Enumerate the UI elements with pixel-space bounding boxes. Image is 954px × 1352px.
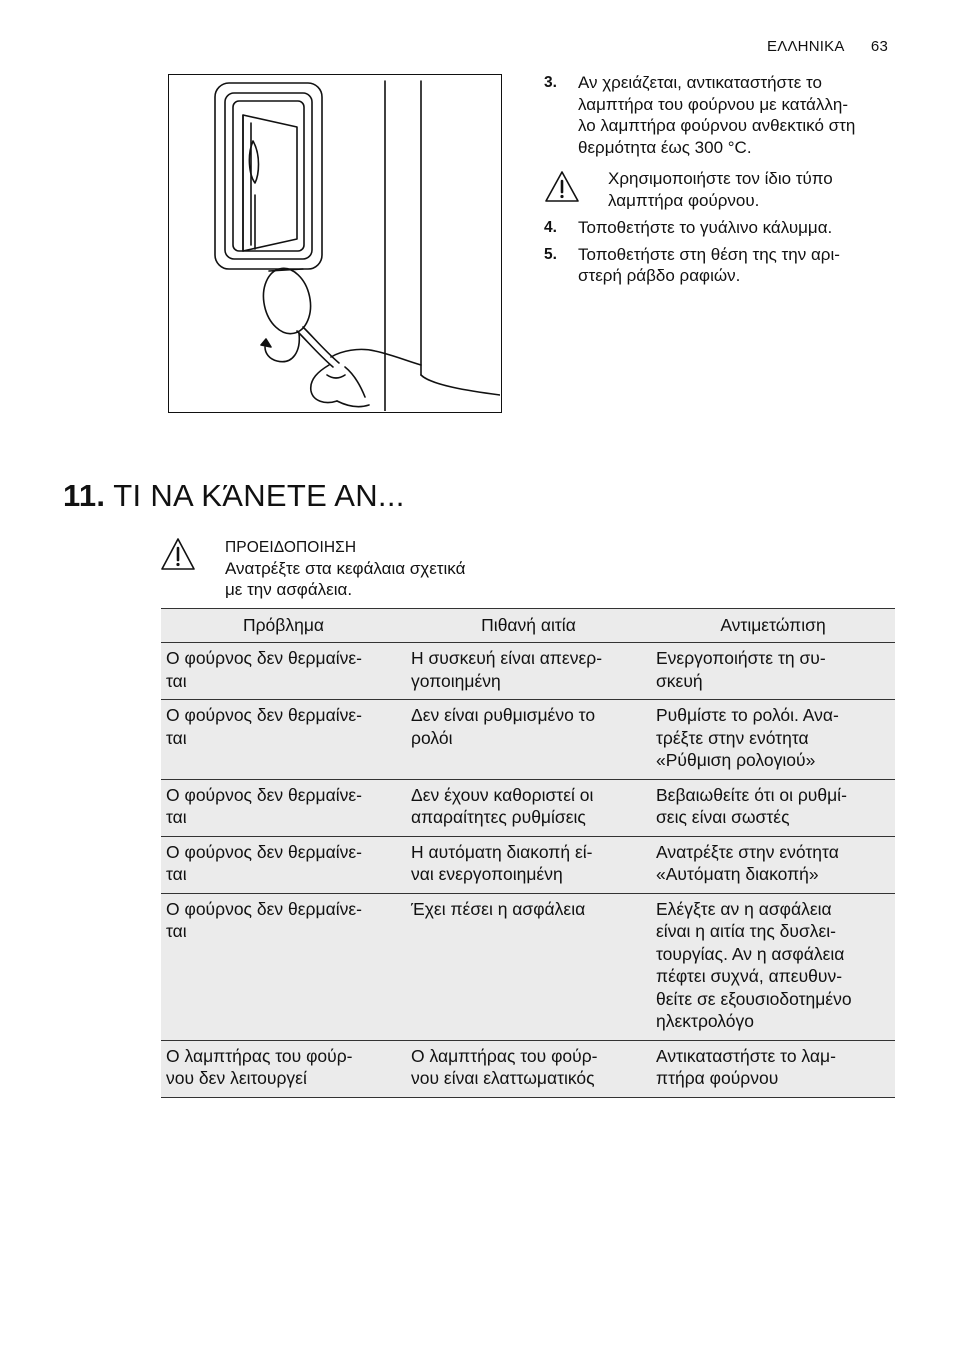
- table-row: [161, 700, 895, 780]
- step-line: Αν χρειάζεται, αντικαταστήστε το: [578, 73, 822, 92]
- step-text: [578, 244, 898, 287]
- step-line: στερή ράβδο ραφιών.: [578, 266, 741, 285]
- step-line: λαμπτήρα του φούρνου με κατάλλη-: [578, 94, 848, 114]
- header-language: ΕΛΛΗΝΙΚΑ: [767, 38, 845, 55]
- solution-cell: [651, 836, 895, 893]
- section-heading: [63, 478, 405, 514]
- warning-triangle-icon: [160, 537, 225, 600]
- solution-cell: [651, 1040, 895, 1097]
- step-text: [578, 72, 898, 158]
- cell-line: νου είναι ελαττωματικός: [411, 1068, 595, 1088]
- step-number: 4.: [544, 219, 557, 236]
- section-number: 11.: [63, 478, 106, 513]
- cell-line: Ρυθμίστε το ρολόι. Ανα-: [656, 705, 839, 725]
- cell-line: Ο φούρνος δεν θερμαίνε-: [166, 648, 362, 668]
- cell-line: Δεν είναι ρυθμισμένο το: [411, 705, 596, 725]
- header-problem: Πρόβλημα: [161, 609, 406, 643]
- cell-line: Αντικαταστήστε το λαμ-: [656, 1045, 836, 1066]
- problem-cell: [161, 779, 406, 836]
- warning-body: [225, 537, 465, 600]
- cell-line: ναι ενεργοποιημένη: [411, 864, 563, 884]
- cell-line: τρέξτε στην ενότητα: [656, 727, 809, 748]
- cause-cell: [406, 779, 651, 836]
- step-5: [544, 244, 898, 287]
- cell-line: «Ρύθμιση ρολογιού»: [656, 750, 816, 770]
- cell-line: Ο φούρνος δεν θερμαίνε-: [166, 705, 362, 725]
- cell-line: πέφτει συχνά, απευθυν-: [656, 966, 843, 986]
- solution-cell: [651, 643, 895, 700]
- solution-cell: [651, 779, 895, 836]
- cause-cell: [406, 836, 651, 893]
- cell-line: ται: [166, 807, 187, 827]
- cell-line: Βεβαιωθείτε ότι οι ρυθμί-: [656, 784, 847, 805]
- page-header: [767, 38, 888, 55]
- problem-cell: [161, 700, 406, 780]
- cause-cell: [406, 700, 651, 780]
- cell-line: Ανατρέξτε στην ενότητα: [656, 841, 839, 862]
- step-number: 5.: [544, 245, 557, 263]
- step-line: Τοποθετήστε στη θέση της την αρι-: [578, 244, 840, 264]
- lamp-cover-illustration: [168, 74, 502, 413]
- cell-line: τουργίας. Αν η ασφάλεια: [656, 943, 845, 964]
- cell-line: ηλεκτρολόγο: [656, 1011, 755, 1031]
- problem-cell: [161, 893, 406, 1040]
- solution-cell: [651, 893, 895, 1040]
- problem-cell: [161, 1040, 406, 1097]
- problem-cell: [161, 836, 406, 893]
- caution-text: [608, 168, 898, 211]
- cell-line: θείτε σε εξουσιοδοτημένο: [656, 988, 852, 1009]
- cell-line: Η αυτόματη διακοπή εί-: [411, 841, 593, 862]
- header-solution: Αντιμετώπιση: [651, 609, 895, 643]
- cause-cell: [406, 893, 651, 1040]
- cell-line: Ο λαμπτήρας του φούρ-: [166, 1045, 353, 1066]
- step-4: [544, 217, 898, 239]
- step-text: [578, 217, 898, 239]
- cell-line: ται: [166, 727, 187, 748]
- table-body: [161, 643, 895, 1098]
- troubleshooting-table: [161, 608, 895, 1098]
- cell-line: Δεν έχουν καθοριστεί οι: [411, 784, 594, 805]
- cell-line: ται: [166, 864, 187, 884]
- table-row: [161, 836, 895, 893]
- table-row: [161, 643, 895, 700]
- replacement-steps: [544, 72, 898, 287]
- cell-line: είναι η αιτία της δυσλει-: [656, 921, 837, 941]
- safety-warning: [160, 537, 560, 600]
- caution-line: λαμπτήρα φούρνου.: [608, 190, 760, 210]
- cell-line: απαραίτητες ρυθμίσεις: [411, 807, 586, 827]
- table-row: [161, 779, 895, 836]
- warning-line: Ανατρέξτε στα κεφάλαια σχετικά: [225, 559, 466, 578]
- cell-line: Ο λαμπτήρας του φούρ-: [411, 1045, 598, 1066]
- step-line: θερμότητα έως 300 °C.: [578, 137, 752, 157]
- cell-line: γοποιημένη: [411, 670, 501, 691]
- cell-line: Η συσκευή είναι απενερ-: [411, 648, 603, 668]
- page-number: 63: [870, 38, 888, 55]
- cell-line: ται: [166, 670, 187, 691]
- problem-cell: [161, 643, 406, 700]
- warning-title: ΠΡΟΕΙΔΟΠΟΙΗΣΗ: [225, 539, 357, 556]
- section-title: ΤΙ ΝΑ ΚΆΝΕΤΕ ΑΝ...: [113, 478, 405, 513]
- cell-line: «Αυτόματη διακοπή»: [656, 864, 819, 884]
- table-header-row: [161, 609, 895, 643]
- cell-line: Ο φούρνος δεν θερμαίνε-: [166, 784, 362, 805]
- warning-triangle-icon: [544, 168, 608, 211]
- step-3: [544, 72, 898, 158]
- warning-line: με την ασφάλεια.: [225, 580, 353, 599]
- cell-line: Ο φούρνος δεν θερμαίνε-: [166, 898, 362, 919]
- table-row: [161, 1040, 895, 1097]
- cell-line: σεις είναι σωστές: [656, 807, 790, 827]
- cell-line: Ελέγξτε αν η ασφάλεια: [656, 898, 832, 919]
- lamp-removal-drawing: [169, 75, 500, 411]
- cell-line: νου δεν λειτουργεί: [166, 1068, 307, 1088]
- step-line: Τοποθετήστε το γυάλινο κάλυμμα.: [578, 218, 833, 237]
- cell-line: πτήρα φούρνου: [656, 1068, 779, 1088]
- cell-line: σκευή: [656, 670, 703, 691]
- caution-note: [544, 168, 898, 211]
- cause-cell: [406, 643, 651, 700]
- solution-cell: [651, 700, 895, 780]
- caution-line: Χρησιμοποιήστε τον ίδιο τύπο: [608, 169, 833, 188]
- table-row: [161, 893, 895, 1040]
- header-cause: Πιθανή αιτία: [406, 609, 651, 643]
- cause-cell: [406, 1040, 651, 1097]
- cell-line: ρολόι: [411, 727, 453, 748]
- step-line: λο λαμπτήρα φούρνου ανθεκτικό στη: [578, 116, 856, 135]
- cell-line: Ο φούρνος δεν θερμαίνε-: [166, 841, 362, 862]
- cell-line: Έχει πέσει η ασφάλεια: [411, 898, 586, 919]
- cell-line: ται: [166, 921, 187, 941]
- cell-line: Ενεργοποιήστε τη συ-: [656, 648, 826, 668]
- step-number: 3.: [544, 74, 557, 91]
